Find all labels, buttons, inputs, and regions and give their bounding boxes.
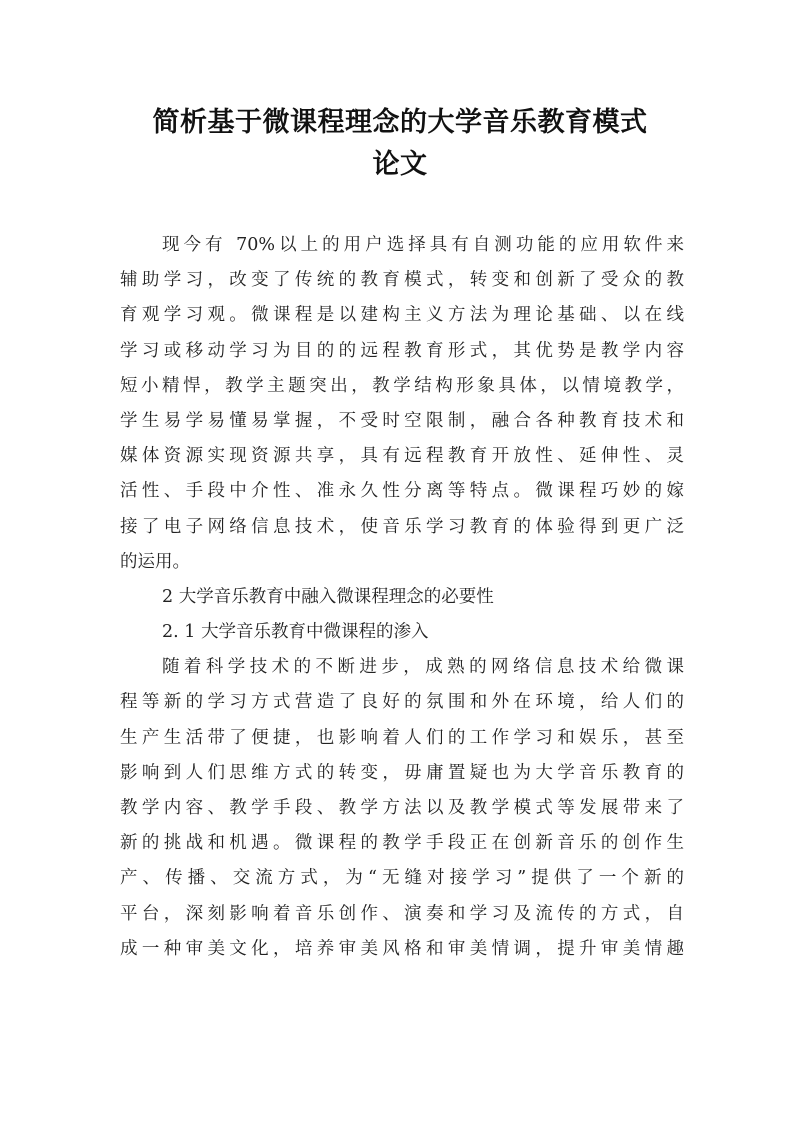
paragraph-2-line: 程等新的学习方式营造了良好的氛围和外在环境，给人们的: [120, 692, 684, 713]
paragraph-1-line: 短小精悍，教学主题突出，教学结构形象具体，以情境教学，: [120, 375, 684, 396]
paragraph-2-line: 成一种审美文化，培养审美风格和审美情调，提升审美情趣: [120, 938, 684, 959]
paragraph-1-line: 育观学习观。微课程是以建构主义方法为理论基础、以在线: [120, 305, 684, 326]
paragraph-2-line: 生产生活带了便捷，也影响着人们的工作学习和娱乐，甚至: [120, 727, 684, 748]
subsection-heading: 2. 1 大学音乐教育中微课程的渗入: [162, 622, 429, 643]
paragraph-1-line: 辅助学习，改变了传统的教育模式，转变和创新了受众的教: [120, 270, 684, 291]
paragraph-1-line: 学习或移动学习为目的的远程教育形式，其优势是教学内容: [120, 340, 684, 361]
paragraph-1-line: 现今有 70%以上的用户选择具有自测功能的应用软件来: [162, 235, 684, 255]
paragraph-2-line: 随着科学技术的不断进步，成熟的网络信息技术给微课: [162, 657, 684, 678]
paragraph-2-line: 教学内容、教学手段、教学方法以及教学模式等发展带来了: [120, 798, 684, 818]
paragraph-1-line: 活性、手段中介性、准永久性分离等特点。微课程巧妙的嫁: [120, 481, 684, 502]
document-title-line-2: 论文: [372, 149, 428, 180]
paragraph-1-line: 学生易学易懂易掌握，不受时空限制，融合各种教育技术和: [120, 410, 684, 431]
section-heading: 2 大学音乐教育中融入微课程理念的必要性: [162, 586, 494, 607]
paragraph-2-line: 新的挑战和机遇。微课程的教学手段正在创新音乐的创作生: [120, 833, 684, 854]
document-body: [120, 228, 684, 967]
paragraph-2-line: 影响到人们思维方式的转变，毋庸置疑也为大学音乐教育的: [120, 762, 684, 783]
paragraph-1-line: 接了电子网络信息技术，使音乐学习教育的体验得到更广泛: [120, 516, 684, 537]
document-title-line-1: 简析基于微课程理念的大学音乐教育模式: [152, 107, 648, 138]
paragraph-1-line: 媒体资源实现资源共享，具有远程教育开放性、延伸性、灵: [120, 446, 684, 467]
paragraph-1-line: 的运用。: [120, 551, 190, 572]
paragraph-2-line: 平台，深刻影响着音乐创作、演奏和学习及流传的方式，自: [120, 903, 684, 924]
paragraph-2-line: 产、传播、交流方式，为“无缝对接学习”提供了一个新的: [120, 868, 684, 889]
